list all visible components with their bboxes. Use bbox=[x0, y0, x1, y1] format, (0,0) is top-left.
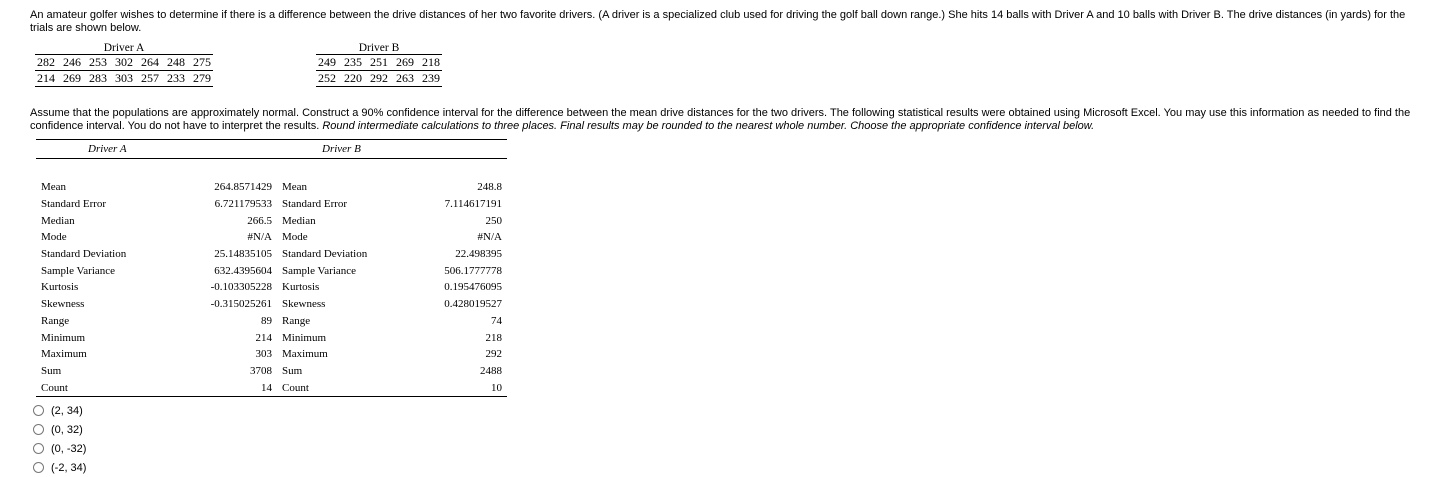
stat-value-a: 14 bbox=[186, 379, 277, 396]
driver-b-cell: 235 bbox=[340, 55, 366, 71]
driver-a-cell: 279 bbox=[189, 71, 213, 87]
radio-button-icon[interactable] bbox=[33, 424, 44, 435]
stat-value-a: 25.14835105 bbox=[214, 248, 272, 261]
driver-a-row bbox=[35, 71, 213, 87]
radio-button-icon[interactable] bbox=[33, 405, 44, 416]
answer-choice-label: (0, 32) bbox=[51, 423, 83, 436]
stats-row bbox=[36, 363, 507, 380]
stat-label-a: Standard Deviation bbox=[41, 248, 127, 261]
stat-value-b: 7.114617191 bbox=[444, 198, 502, 211]
driver-a-cell: 282 bbox=[35, 55, 59, 71]
stat-label-a: Minimum bbox=[41, 331, 86, 344]
stat-value-a: 214 bbox=[255, 331, 272, 344]
driver-a-cell: 257 bbox=[137, 71, 163, 87]
stat-value-b: 2488 bbox=[480, 364, 502, 377]
driver-b-cell: 218 bbox=[418, 55, 442, 71]
question-instructions bbox=[30, 107, 1425, 133]
stat-label-b: Maximum bbox=[282, 348, 328, 361]
stat-value-b: 0.428019527 bbox=[444, 298, 502, 311]
driver-a-cell: 253 bbox=[85, 55, 111, 71]
stats-row bbox=[36, 262, 507, 279]
driver-b-cell: 269 bbox=[392, 55, 418, 71]
stats-row bbox=[36, 313, 507, 330]
excel-statistics-table bbox=[36, 139, 507, 397]
driver-b-cell: 292 bbox=[366, 71, 392, 87]
stat-value-b: 74 bbox=[491, 314, 502, 327]
driver-b-row bbox=[316, 55, 442, 71]
stats-header-driver-b: Driver B bbox=[277, 140, 507, 159]
answer-choice-1[interactable] bbox=[33, 401, 86, 420]
stat-value-a: 264.8571429 bbox=[214, 181, 272, 194]
stat-label-a: Sum bbox=[41, 364, 62, 377]
driver-b-cell: 251 bbox=[366, 55, 392, 71]
stats-row bbox=[36, 229, 507, 246]
radio-button-icon[interactable] bbox=[33, 462, 44, 473]
stat-label-b: Count bbox=[277, 379, 427, 396]
stats-row bbox=[36, 179, 507, 196]
stat-label-a: Median bbox=[41, 214, 75, 227]
stat-label-b: Sum bbox=[282, 364, 303, 377]
driver-a-row bbox=[35, 55, 213, 71]
stat-label-a: Mode bbox=[41, 231, 67, 244]
answer-choice-4[interactable] bbox=[33, 458, 86, 477]
stat-label-b: Standard Error bbox=[282, 198, 348, 211]
stat-label-b: Standard Deviation bbox=[282, 248, 368, 261]
stats-row bbox=[36, 296, 507, 313]
stat-label-a: Maximum bbox=[41, 348, 87, 361]
driver-a-data-table bbox=[35, 42, 213, 87]
stat-value-b: 0.195476095 bbox=[444, 281, 502, 294]
stat-label-a: Standard Error bbox=[41, 198, 107, 211]
stat-label-b: Kurtosis bbox=[282, 281, 320, 294]
stat-value-b: #N/A bbox=[477, 231, 502, 244]
stat-label-a: Skewness bbox=[41, 298, 85, 311]
answer-choice-label: (0, -32) bbox=[51, 442, 87, 455]
stat-value-a: 3708 bbox=[250, 364, 272, 377]
stat-label-b: Mean bbox=[282, 181, 308, 194]
stat-label-a: Count bbox=[36, 379, 186, 396]
stats-row bbox=[36, 212, 507, 229]
stats-row bbox=[36, 346, 507, 363]
stat-value-b: 218 bbox=[485, 331, 502, 344]
stat-value-a: -0.315025261 bbox=[210, 298, 272, 311]
stat-label-b: Mode bbox=[282, 231, 308, 244]
instructions-italic-text: Round intermediate calculations to three places. Final results may be rounded to the nearest whole number. Choose the appropriate confidence interval below. bbox=[322, 120, 1095, 132]
stat-value-a: 266.5 bbox=[247, 214, 272, 227]
driver-a-cell: 233 bbox=[163, 71, 189, 87]
driver-a-cell: 275 bbox=[189, 55, 213, 71]
driver-b-data-table bbox=[316, 42, 442, 87]
stat-label-b: Minimum bbox=[282, 331, 327, 344]
driver-a-table-title: Driver A bbox=[103, 42, 145, 54]
driver-b-cell: 239 bbox=[418, 71, 442, 87]
driver-a-cell: 246 bbox=[59, 55, 85, 71]
stat-value-b: 248.8 bbox=[477, 181, 502, 194]
stat-value-b: 250 bbox=[485, 214, 502, 227]
driver-a-cell: 303 bbox=[111, 71, 137, 87]
stat-value-b: 22.498395 bbox=[455, 248, 502, 261]
answer-choice-label: (-2, 34) bbox=[51, 461, 87, 474]
stat-value-a: -0.103305228 bbox=[210, 281, 272, 294]
driver-b-cell: 263 bbox=[392, 71, 418, 87]
driver-a-cell: 214 bbox=[35, 71, 59, 87]
driver-b-cell: 252 bbox=[316, 71, 340, 87]
stat-label-a: Mean bbox=[41, 181, 67, 194]
driver-b-cell: 249 bbox=[316, 55, 340, 71]
instructions-text: Assume that the populations are approximately normal. Construct a 90% confidence interval for the difference between the mean drive distances for the two drivers. The following statistical results were obtained using Microsoft Excel. You may use this information as needed to find the confidence interval. You do not have to interpret the results. bbox=[30, 107, 1411, 132]
answer-choice-3[interactable] bbox=[33, 439, 86, 458]
stat-label-b: Range bbox=[282, 314, 311, 327]
stat-value-a: #N/A bbox=[247, 231, 272, 244]
question-intro: An amateur golfer wishes to determine if there is a difference between the drive distances of her two favorite drivers. (A driver is a specialized club used for driving the golf ball down range.) She hits 14 balls with Driver A and 10 balls with Driver B. The drive distances (in yards) for the trials are shown below. bbox=[30, 9, 1406, 34]
answer-choices bbox=[33, 401, 86, 477]
stats-header-driver-a: Driver A bbox=[36, 140, 277, 159]
driver-a-cell: 302 bbox=[111, 55, 137, 71]
driver-b-cell: 220 bbox=[340, 71, 366, 87]
stat-value-b: 10 bbox=[427, 379, 507, 396]
stat-label-b: Skewness bbox=[282, 298, 326, 311]
driver-a-cell: 248 bbox=[163, 55, 189, 71]
stat-value-a: 632.4395604 bbox=[214, 264, 272, 277]
driver-a-cell: 264 bbox=[137, 55, 163, 71]
stats-row bbox=[36, 246, 507, 263]
stat-label-a: Range bbox=[41, 314, 70, 327]
stat-value-a: 6.721179533 bbox=[214, 198, 272, 211]
driver-a-cell: 269 bbox=[59, 71, 85, 87]
driver-b-table-title: Driver B bbox=[358, 42, 400, 54]
stat-label-b: Median bbox=[282, 214, 316, 227]
answer-choice-2[interactable] bbox=[33, 420, 86, 439]
stat-value-a: 303 bbox=[255, 348, 272, 361]
answer-choice-label: (2, 34) bbox=[51, 404, 83, 417]
driver-a-cell: 283 bbox=[85, 71, 111, 87]
stat-label-a: Sample Variance bbox=[41, 264, 116, 277]
stats-row bbox=[36, 379, 507, 396]
stat-label-b: Sample Variance bbox=[282, 264, 357, 277]
stats-row bbox=[36, 196, 507, 213]
stat-value-a: 89 bbox=[261, 314, 272, 327]
stats-row bbox=[36, 329, 507, 346]
stat-label-a: Kurtosis bbox=[41, 281, 79, 294]
driver-b-row bbox=[316, 71, 442, 87]
stats-row bbox=[36, 279, 507, 296]
radio-button-icon[interactable] bbox=[33, 443, 44, 454]
stat-value-b: 506.1777778 bbox=[444, 264, 502, 277]
stat-value-b: 292 bbox=[485, 348, 502, 361]
